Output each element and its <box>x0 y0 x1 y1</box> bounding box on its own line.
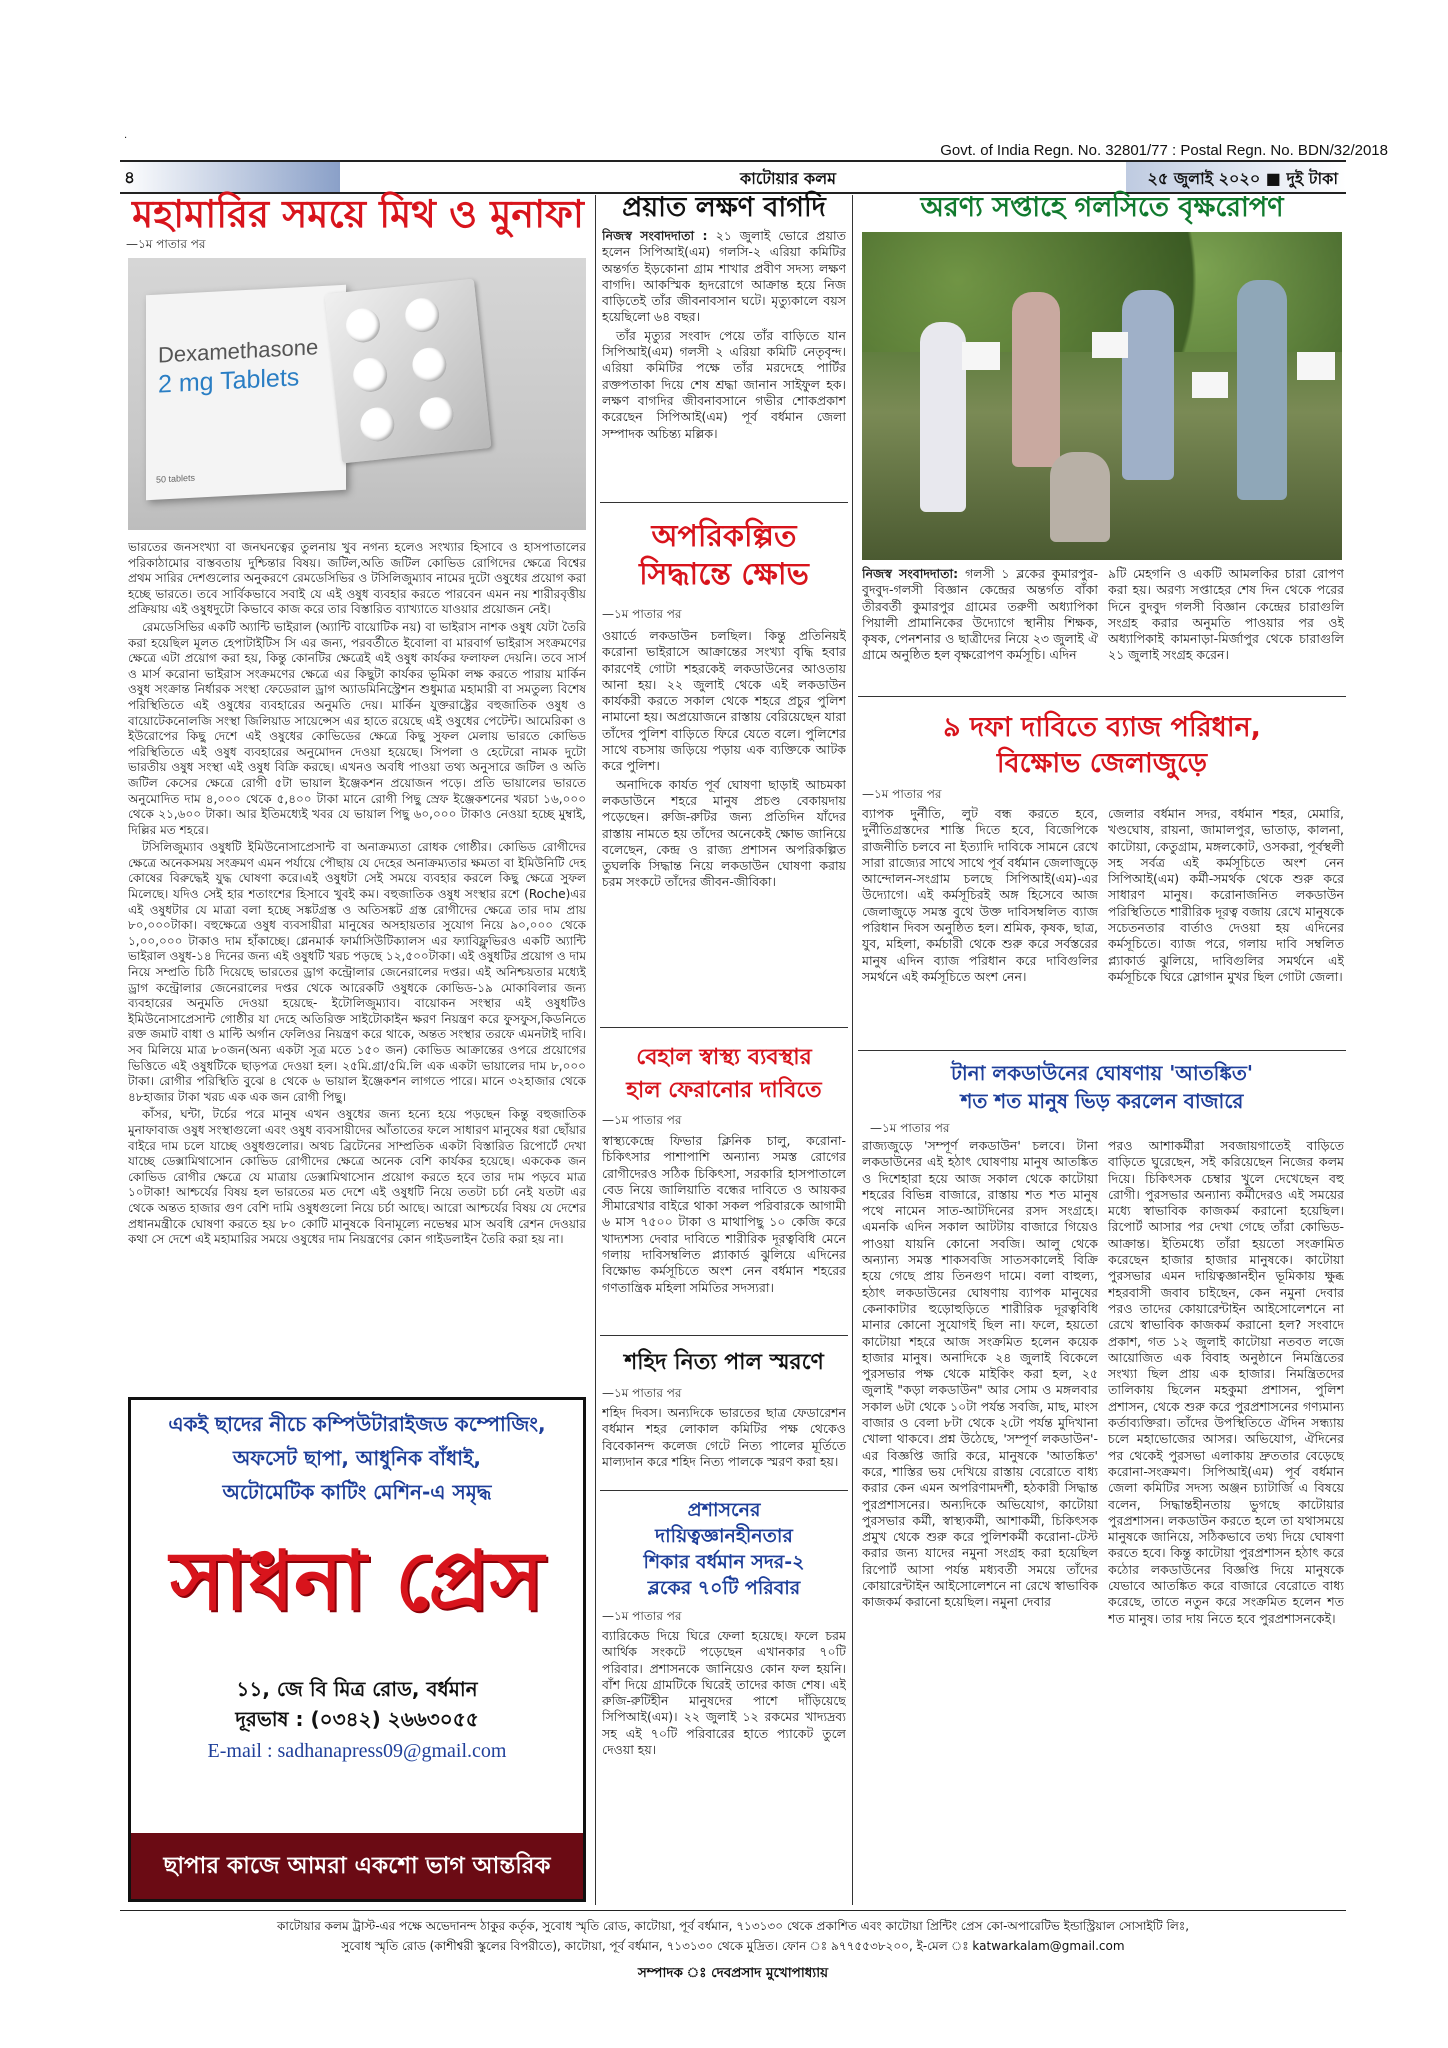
headline-a6-line2: দায়িত্বজ্ঞানহীনতার <box>655 1525 793 1547</box>
headline-a8-line2: বিক্ষোভ জেলাজুড়ে <box>996 748 1208 779</box>
article-a9-col2 <box>1108 1138 1344 1904</box>
headline-a3-line1: অপরিকল্পিত <box>651 519 797 554</box>
ad-address: ১১, জে বি মিত্র রোড, বর্ধমান <box>236 1677 478 1701</box>
pill <box>404 297 441 334</box>
rule-a8-a9 <box>858 1050 1346 1051</box>
headline-a4-line1: বেহাল স্বাস্থ্য ব্যবস্থার <box>636 1045 812 1070</box>
continued-a9: —১ম পাতার পর <box>870 1121 950 1135</box>
blister-pack <box>325 279 492 464</box>
headline-a6-line4: ব্লকের ৭০টি পরিবার <box>647 1577 801 1599</box>
a3-paragraph-1: ওয়ার্ডে লকডাউন চলছিল। কিন্তু প্রতিনিয়ই করোনা ভাইরাসে আক্রান্তের সংখ্যা বৃদ্ধি হবার কারণেই গোটা শহরকেই লকডাউনের আওতায় আনা হয়। ২২ জুলাই থেকে এই লকডাউন কার্যকরী করতে সকাল থেকে শহরে প্রচুর পুলিশ নামানো হয়। অপ্রয়োজনে রাস্তায় বেরিয়েছেন যারা তাঁদের পুলিশ বাড়িতে ফিরে যেতে বলে। পুলিশের সাথে বচসায় জড়িয়ে পড়ায় এক ব্যক্তিকে আটক করে পুলিশ। <box>602 628 846 774</box>
ad-phone: দূরভাষ : (০৩৪২) ২৬৬৩০৫৫ <box>235 1707 479 1731</box>
article-a7-col2 <box>1108 566 1344 694</box>
a7-col1-text <box>862 566 1098 664</box>
article-a5-body <box>602 1405 846 1487</box>
article-a8-col2 <box>1108 806 1344 1046</box>
person <box>1050 452 1110 542</box>
date-price: ২৫ জুলাই ২০২০ ■ দুই টাকা <box>1147 169 1338 188</box>
continued-a3: —১ম পাতার পর <box>602 607 682 621</box>
footer-line-2: সুবোধ স্মৃতি রোড (কাশীশ্বরী স্কুলের বিপরীতে), কাটোয়া, পূর্ব বর্ধমান, ৭১৩১৩০ থেকে মুদ্রিত। ফোন ঃ ৯৭৭৫৫৩৮২০০, ই-মেল ঃ katwarkalam@gmail.com <box>341 1939 1125 1953</box>
box-label-1: Dexamethasone <box>158 334 319 368</box>
article-a3-body <box>602 628 846 1024</box>
pill <box>418 396 455 433</box>
pill <box>411 346 448 383</box>
page-number: ৪ <box>124 168 136 188</box>
paper-sign <box>962 342 1000 370</box>
ad-line-3: অটোমেটিক কাটিং মেশিন-এ সমৃদ্ধ <box>222 1480 492 1504</box>
article-a1-body <box>128 540 586 1392</box>
paper-name: কাটোয়ার কলম <box>740 169 837 188</box>
continued-a5: —১ম পাতার পর <box>602 1386 682 1400</box>
headline-a5: শহিদ নিত্য পাল স্মরণে <box>624 1350 824 1375</box>
footer-line-1: কাটোয়ার কলম ট্রাস্ট-এর পক্ষে অভেদানন্দ ঠাকুর কর্তৃক, সুবোধ স্মৃতি রোড, কাটোয়া, পূর্ব বর্ধমান, ৭১৩১৩০ থেকে প্রকাশিত এবং কাটোয়া প্রিন্টিং প্রেস কো-অপারেটিভ ইন্ডাস্ট্রিয়াল সোসাইটি লিঃ, <box>276 1919 1190 1933</box>
tablet-box <box>146 285 346 500</box>
rule-a7-a8 <box>858 696 1346 697</box>
box-label-2: 2 mg Tablets <box>158 363 300 399</box>
sadhana-press-ad <box>128 1397 586 1902</box>
rule-a2-a3 <box>600 502 848 503</box>
ad-line-1: একই ছাদের নীচে কম্পিউটারাইজড কম্পোজিং, <box>168 1412 546 1436</box>
column-rule-1 <box>595 195 596 1905</box>
a2-paragraph-1-text: ২১ জুলাই ভোরে প্রয়াত হলেন সিপিআই(এম) গলসি-২ এরিয়া কমিটির অন্তর্গত ইড়কোনা গ্রাম শাখার প্রবীণ সদস্য লক্ষণ বাগদি। আকস্মিক হৃদরোগে আক্রান্ত হয়ে নিজ বাড়িতেই তাঁর জীবনাবসান ঘটে। মৃত্যুকালে বয়স হয়েছিলো ৬৪ বছর। <box>602 228 846 325</box>
person <box>920 322 966 512</box>
article-a9-col1 <box>862 1138 1098 1904</box>
rule-footer <box>120 1910 1346 1911</box>
a2-paragraph-2: তাঁর মৃত্যুর সংবাদ পেয়ে তাঁর বাড়িতে যান সিপিআই(এম) গলসী ২ এরিয়া কমিটি নেতৃবৃন্দ। এরিয়া কমিটির পক্ষে তাঁর মরদেহে পার্টির রক্তপতাকা দিয়ে শেষ শ্রদ্ধা জানান সাইফুল হক। লক্ষণ বাগদির জীবনাবসানে গভীর শোকপ্রকাশ করেছেন সিপিআই(এম) পূর্ব বর্ধমান জেলা সম্পাদক অচিন্ত্য মল্লিক। <box>602 327 846 441</box>
a7-col1-body: গলসী ১ ব্লকের কুমারপুর-বুদবুদ-গলসী বিজ্ঞান কেন্দ্রের অন্তর্গত বাঁকা তীরবর্তী কুমারপুর গ্রামের তরুণী অধ্যাপিকা পিয়ালী প্রামানিকের উদ্যোগে স্থানীয় শিক্ষক, কৃষক, পেনশনার ও ছাত্রীদের নিয়ে ২৩ জুলাই ঐ গ্রামে অনুষ্ঠিত হল বৃক্ষরোপণ কর্মসূচি। এদিন <box>862 566 1098 663</box>
article-a6-body <box>602 1628 846 1903</box>
paper-sign <box>1297 352 1335 380</box>
a4-paragraph-1: স্বাস্থ্যকেন্দ্রে ফিভার ক্লিনিক চালু, করোনা-চিকিৎসার পাশাপাশি অন্যান্য সমস্ত রোগের রোগীদেরও সঠিক চিকিৎসা, সরকারি হাসপাতালে বেড নিয়ে জালিয়াতি বন্ধের দাবিতে ও আয়কর সীমারেখার বাইরে থাকা সকল পরিবারকে আগামী ৬ মাস ৭৫০০ টাকা ও মাথাপিছু ১০ কেজি করে খাদ্যশস্য দেবার দাবিতে শারীরিক দূরত্ববিধি মেনে গলায় দাবিসম্বলিত প্ল্যাকার্ড ঝুলিয়ে এদিনের বিক্ষোভ কর্মসূচিতে অংশ নেন বর্ধমান শহরের গণতান্ত্রিক মহিলা সমিতির সদস্যরা। <box>602 1133 846 1295</box>
tree-plantation-photo <box>862 232 1342 560</box>
headline-a7: অরণ্য সপ্তাহে গলসিতে বৃক্ষরোপণ <box>920 192 1284 223</box>
ad-brand: সাধনা প্রেস <box>170 1533 544 1629</box>
a9-col2-text: পরও আশাকর্মীরা সবজায়গাতেই বাড়িতে বাড়িতে ঘুরেছেন, সই করিয়েছেন নিজের কলম দিয়ে। চিকিৎসক চেম্বার খুলে দেখেছেন বহু রোগী। পুরসভার অন্যান্য কর্মীদেরও এই সময়ের মধ্যে স্বাভাবিক কাজকর্ম করানো হয়েছিল। রিপোর্ট আসার পর দেখা গেছে তাঁরা কোভিড-আক্রান্ত। ইতিমধ্যে তাঁরা হয়তো সংক্রামিত করেছেন হাজার হাজার মানুষকে। কাটোয়া পুরসভার এমন দায়িত্বজ্ঞানহীন ভূমিকায় ক্ষুব্ধ শহরবাসী জবাব চাইছেন, কেন নমুনা দেবার পরও তাদের কোয়ারেন্টাইন আইসোলেশনে না রেখে স্বাভাবিক কাজকর্ম করানো হল? সংবাদে প্রকাশ, গত ১২ জুলাই কাটোয়া নতবত লজে আয়োজিত এক বিবাহ অনুষ্ঠানে নিমন্ত্রিতের সংখ্যা ছিল প্রায় এক হাজার। নিমন্ত্রিতদের তালিকায় ছিলেন মহকুমা প্রশাসন, পুলিশ প্রশাসন, থেকে শুরু করে পুরপ্রশাসনের গণ্যমান্য কর্তাব্যক্তিরা। তাঁদের উপস্থিতিতে ঐদিন সন্ধ্যায় চলে মহাভোজের আসর। অভিযোগ, ঐদিনের পর থেকেই পুরসভা এলাকায় দ্রুততার বেড়েছে করোনা-সংক্রমণ। সিপিআই(এম) পূর্ব বর্ধমান জেলা কমিটির সদস্য অঞ্জন চ্যাটার্জি এ বিষয়ে বলেন, সিদ্ধান্তহীনতায় ভুগছে কাটোয়ার পুরপ্রশাসন। লকডাউন করতে হলে তা যথাসময়ে মানুষকে জানিয়ে, সঠিকভাবে তথ্য দিয়ে ঘোষণা করতে হবে। কিন্তু কাটোয়া পুরপ্রশাসন হঠাৎ করে কঠোর লকডাউনের বিজ্ঞপ্তি দিয়ে মানুষকে যেভাবে আতঙ্কিত করে বাজারে বেরোতে বাধ্য করেছে, তাতে নতুন করে সংক্রমিত হলেন শত শত মানুষ। তার দায় নিতে হবে পুরপ্রশাসনকেই। <box>1108 1138 1344 1626</box>
dexamethasone-photo <box>128 258 586 530</box>
headline-a9-line2: শত শত মানুষ ভিড় করলেন বাজারে <box>960 1089 1244 1113</box>
registration-number: Govt. of India Regn. No. 32801/77 : Postal Regn. No. BDN/32/2018 <box>940 142 1388 159</box>
headline-a6-line1: প্রশাসনের <box>687 1499 761 1521</box>
person <box>1122 290 1174 480</box>
ad-banner: ছাপার কাজে আমরা একশো ভাগ আন্তরিক <box>131 1833 583 1899</box>
rule-a5-a6 <box>600 1490 848 1491</box>
continued-a8: —১ম পাতার পর <box>862 787 942 801</box>
pill <box>352 356 389 393</box>
a8-col1-text: ব্যাপক দুর্নীতি, লুট বন্ধ করতে হবে, দুর্নীতিগ্রস্তদের শাস্তি দিতে হবে, বিজেপিকে রাজনীতি চলবে না ইত্যাদি দাবিকে সামনে রেখে সারা রাজ্যের সাথে সাথে পূর্ব বর্ধমান জেলাজুড়ে আন্দোলন-সংগ্রাম চলছে সিপিআই(এম)-এর উদ্যোগে। এই কর্মসূচিরই অঙ্গ হিসেবে আজ জেলাজুড়ে সমস্ত বুথে উক্ত দাবিসম্বলিত ব্যাজ পরিধান দিবস অনুষ্ঠিত হল। শ্রমিক, কৃষক, ছাত্র, যুব, মহিলা, কর্মচারী থেকে শুরু করে সর্বস্তরের মানুষ এদিন ব্যাজ পরিধান করে দাবিগুলির সমর্থনে এই কর্মসূচিতে অংশ নেন। <box>862 806 1098 984</box>
a3-paragraph-2: অনাদিকে কার্যত পূর্ব ঘোষণা ছাড়াই আচমকা লকডাউনে শহরে মানুষ প্রচণ্ড বেকায়দায় পড়েছেন। রুজি-রুটির জন্য প্রতিদিন যাঁদের রাস্তায় নামতে হয় তাঁদের অনেকেই ক্ষোভ জানিয়ে বলেছেন, কেন্দ্র ও রাজ্য প্রশাসন অপরিকল্পিত তুঘলকি সিদ্ধান্ত নিয়ে লকডাউন ঘোষণা করায় চরম সংকটে তাঁদের জীবন-জীবিকা। <box>602 776 846 890</box>
a1-paragraph-2: রেমডেসিভির একটি অ্যান্টি ভাইরাল (অ্যান্টি বায়োটিক নয়) বা ভাইরাস নাশক ওষুধ যেটা তৈরি করা হয়েছিল মূলত হেপাটাইটিস সি এর জন্য, পরবর্তীতে ইবোলা বা মারবার্গ ভাইরাস সংক্রমণের ক্ষেত্রে এটা প্রয়োগ করা হয়, কিন্তু কোনটির ক্ষেত্রেই এই ওষুধ কার্যকর ফলাফল দেয়নি। তবে সার্স ও মার্স করোনা ভাইরাস সংক্রমণের ক্ষেত্রে এর কিছুটা কার্যকর ভূমিকা লক্ষ করতে পারায় মার্কিন ওষুধ সংক্রান্ত নির্ধারক সংস্থা ফেডেরাল ড্রাগ অ্যাডমিনিস্ট্রেশন শুধুমাত্র মহামারী বা সমতুল্য বিশেষ পরিস্থিতিতে এই ওষুধের ব্যবহারের অনুমতি দেয়। মার্কিন যুক্তরাষ্ট্রের বহুজাতিক ওষুধ ও বায়োটেকনোলজি সংস্থা জিলিয়াড সায়েন্সেস এর হাতে রয়েছে এই ওষুধের পেটেন্ট। আমেরিকা ও ইউরোপের কিছু দেশে এই ওষুধের কোভিডের ক্ষেত্রে কিছু সুফল মেলায় ভারতে কোভিড পরিস্থিতিতে এই ওষুধ ব্যবহারের অনুমোদন দেওয়া হয়েছে। সিপলা ও হেটেরো নামক দুটো ভারতীয় ওষুধ সংস্থা এই ওষুধ বিক্রি করছে। এখনও অবধি পাওয়া তথ্য অনুসারে জটিল ও অতি জটিল কেসের ক্ষেত্রে রোগী ৫টা ভায়াল ইঞ্জেকশন প্রয়োজন পড়ে। প্রতি ভায়ালের ভারতে অনুমোদিত দাম ৪,০০০ থেকে ৫,৪০০ টাকা মানে রোগী পিছু স্রেফ ইঞ্জেকশনের খরচা ১৬,০০০ থেকে ২১,৬০০ টাকা। আর ইতিমধ্যেই খবর যে ভায়াল পিছু ৬০,০০০ টাকাও নেওয়া হচ্ছে মুম্বাই, দিল্লির মত শহরে। <box>128 619 586 837</box>
person <box>1237 280 1287 500</box>
a7-dateline: নিজস্ব সংবাদদাতা: <box>862 566 959 581</box>
continued-a4: —১ম পাতার পর <box>602 1113 682 1127</box>
article-a4-body <box>602 1133 846 1333</box>
a8-col2-text: জেলার বর্ধমান সদর, বর্ধমান শহর, মেমারি, খণ্ডঘোষ, রায়না, জামালপুর, ভাতাড়, কালনা, কাটোয়া, কেতুগ্রাম, মঙ্গলকোট, ওসকরা, পূর্বস্থলী সহ সর্বত্র এই কর্মসূচিতে অংশ নেন সিপিআই(এম) কর্মী-সমর্থক থেকে শুরু করে সাধারণ মানুষ। করোনাজনিত লকডাউন পরিস্থিতিতে শারীরিক দূরত্ব বজায় রেখে মানুষকে সচেতনতার বার্তাও দেওয়া হয় এদিনের কর্মসূচিতে। ব্যাজ পরে, গলায় দাবি সম্বলিত প্ল্যাকার্ড ঝুলিয়ে, দাবিগুলির সমর্থনে এই কর্মসূচিকে ঘিরে স্লোগান মুখর ছিল গোটা জেলা। <box>1108 806 1344 984</box>
masthead-bar <box>120 160 1346 194</box>
headline-a8-line1: ৯ দফা দাবিতে ব্যাজ পরিধান, <box>943 712 1261 743</box>
a5-paragraph-1: শহিদ দিবস। অন্যদিকে ভারতের ছাত্র ফেডারেশন বর্ধমান শহর লোকাল কমিটির পক্ষ থেকেও বিবেকানন্দ কলেজ গেটে নিত্য পালের মূর্তিতে মাল্যদান করে শহিদ নিত্য পালকে স্মরণ করা হয়। <box>602 1405 846 1469</box>
pill <box>344 307 381 344</box>
a2-dateline: নিজস্ব সংবাদদাতা : <box>602 228 708 243</box>
pill <box>359 406 396 443</box>
article-a7-col1 <box>862 566 1098 694</box>
a2-paragraph-1 <box>602 228 846 326</box>
footer-editor: সম্পাদক ঃ দেবপ্রসাদ মুখোপাধ্যায় <box>637 1965 829 1981</box>
continued-a1: —১ম পাতার পর <box>126 237 206 251</box>
masthead-gradient-left <box>120 162 340 192</box>
continued-a6: —১ম পাতার পর <box>602 1609 682 1623</box>
ad-line-2: অফসেট ছাপা, আধুনিক বাঁধাই, <box>233 1446 481 1470</box>
article-a8-col1 <box>862 806 1098 1046</box>
top-dot: . <box>124 130 128 141</box>
rule-a4-a5 <box>600 1335 848 1336</box>
a7-col2-text: ৯টি মেহগনি ও একটি আমলকির চারা রোপণ করা হয়। অরণ্য সপ্তাহের শেষ দিন থেকে পরের দিনে বুদবুদ গলসী বিজ্ঞান কেন্দ্রের চারাগুলি সংগ্রহ করার অনুমতি পাওয়ার পর ওই অধ্যাপিকাই কামনাড়া-মির্জাপুর থেকে চারাগুলি ২১ জুলাই সংগ্রহ করেন। <box>1108 566 1344 663</box>
a1-paragraph-1: ভারতের জনসংখ্যা বা জনঘনত্বের তুলনায় খুব নগন্য হলেও সংখ্যার হিসাবে ও হাসপাতালের পরিকাঠামোর বাস্তবতায় দুশ্চিন্তার বিষয়। জটিল,অতি জটিল কোভিড রোগিদের ক্ষেত্রে বিশ্বের প্রথম সারির দেশগুলোর অনুকরণে রেমডেসিভির ও টসিলিজুম্যাব নামের দুটো ওষুধের প্রয়োগ করা হচ্ছে ভারতে। তবে সার্বিকভাবে সবাই যে এই ওষুধ ব্যবহার করতে পারবেন এমন নয় শারীরবৃত্তীয় প্রক্রিয়ায় এই ওষুধদুটো কিভাবে কাজ করে তার বিস্তারিত ব্যাখ্যাতে যাওয়ার প্রয়োজন নেই। <box>128 540 586 617</box>
a1-paragraph-4: কাঁসর, ঘন্টা, টর্চের পরে মানুষ এখন ওষুধের জন্য হন্যে হয়ে পড়ছেন কিন্তু বহুজাতিক মুনাফাবাজ ওষুধ সংস্থাগুলো এবং ওষুধ ব্যবসায়ীদের আঁতাতের ফলে সাধারণ মানুষের ধরা ছোঁয়ার বাইরে দাম চলে যাচ্ছে ওষুধগুলোর। অথচ ব্রিটেনের সাম্প্রতিক একটা বিস্তারিত রিপোর্টে দেখা যাচ্ছে ডেক্সামিথাসোন কোভিড রোগীদের ক্ষেত্রে অনেক বেশি কার্যকর হয়েছে। এককেক জন কোভিড রোগীর ক্ষেত্রে যে মাত্রায় ডেক্সামিথাসোন প্রয়োগ করতে হবে তার দাম পড়বে মাত্র ১০টাকা! আশ্চর্যের বিষয় হল ভারতের মত দেশে এই ওষুধটি নিয়ে ততটা চর্চা নেই যতটা এর থেকে অন্তত হাজার গুণ বেশি দামি ওষুধগুলো নিয়ে চর্চা আছে। আরো আশ্চর্যের বিষয় যে দেশের প্রধানমন্ত্রীকে ঘোষণা করতে হয় ৮০ কোটি মানুষকে বিনামূল্যে নভেম্বর মাস অবধি রেশন দেওয়ার কথা সে দেশে এই মহামারির সময়ে ওষুধের দাম নিয়ন্ত্রণের কোন গাইডলাইন তৈরি করা হয় না। <box>128 1107 586 1247</box>
headline-a9-line1: টানা লকডাউনের ঘোষণায় 'আতঙ্কিত' <box>950 1061 1254 1085</box>
a1-paragraph-3: টসিলিজুম্যাব ওষুধটি ইমিউনোসাপ্রেসান্ট বা অনাক্রম্যতা রোধক গোষ্ঠীর। কোভিড রোগীদের ক্ষেত্রে অনেকসময় সংক্রমণ এমন পর্যায়ে পৌছায় যে দেহের অনাক্রম্যতার ক্ষমতা বা ইমিউনিটি দেহ কোষের বিরুদ্ধেই যুদ্ধ ঘোষণা করে।এই ওষুধটা সেই সময়ে ব্যবহার করলে কিছু ক্ষেত্রে সুফল মিলেছে। যদিও সেই হার শতাংশের হিসাবে খুবই কম। বহুজাতিক ওষুধ সংস্থার রশে (Roche)এর এই ওষুধটার যে মাত্রা বলা হচ্ছে সঙ্কটগ্রস্ত ও অতিসঙ্কট গ্রস্ত রোগীদের ক্ষেত্রে তার দাম প্রায় ৮০,০০০টাকা। বহুক্ষেত্রে ওষুধ ব্যবসায়ীরা মানুষের অসহায়তার সুযোগ নিয়ে ৯০,০০০ থেকে ১,০০,০০০ টাকাও দাম হাঁকাচ্ছে। গ্লেনমার্ক ফার্মাসিউটিক্যালস এর ফ্যাবিফ্লুভিরও একটি অ্যান্টি ভাইরাল ওষুধ-১৪ দিনের জন্য এই ওষুধটি খরচ পড়ছে ১২,৫০০টাকা। এই ওষুধটির প্রয়োগ ও দাম নিয়ে সম্প্রতি চিঠি দিয়েছে ভারতের ড্রাগ কন্ট্রোলার জেনেরালের দপ্তর। এই অনিশ্চয়তার মধ্যেই ড্রাগ কন্ট্রোলার জেনেরালের দপ্তর থেকে আরেকটি ওষুধকে কোভিড-১৯ মোকাবিলার জন্য ব্যবহারের অনুমতি দেওয়া হয়েছে- ইটোলিজুম্যাব। বায়োকন সংস্থার এই ওষুধটিও ইমিউনোসাপ্রেসান্ট গোষ্ঠীর যা দেহে অতিরিক্ত সাইটোকাইন ক্ষরণ নিয়ন্ত্রণ করে ফুসফুস,কিডনিতে রক্ত জমাট বাধা ও মাল্টি অর্গান ফেলিওর নিয়ন্ত্রণ করে থাকে, অন্তত সংস্থার তরফে এমনটাই দাবি। সব মিলিয়ে মাত্র ৮০জন(অন্য একটা সূত্র মতে ১৫০ জন) কোভিড আক্রান্তের ওপরে প্রয়োগের ভিত্তিতে এই ওষুধটিকে ছাড়পত্র দেওয়া হল। ২৫মি.গ্রা/৫মি.লি এক একটা ভায়ালের দাম ৮,০০০ টাকা। রোগীর পরিস্থিতি বুঝে ৪ থেকে ৬ ভায়াল ইঞ্জেকশন লাগতে পারে। মানে ৩২হাজার থেকে ৪৮হাজার টাকা খরচ এক এক জন রোগী পিছু। <box>128 840 586 1104</box>
headline-a2: প্রয়াত লক্ষণ বাগদি <box>622 192 826 223</box>
a6-paragraph-1: ব্যারিকেড দিয়ে ঘিরে ফেলা হয়েছে। ফলে চরম আর্থিক সংকটে পড়েছেন এখানকার ৭০টি পরিবার। প্রশাসনকে জানিয়েও কোন ফল হয়নি। বাঁশ দিয়ে গ্রামটিকে ঘিরেই তাদের কাজ শেষ। এই রুজি-রুটিহীন মানুষদের পাশে দাঁড়িয়েছে সিপিআই(এম)। ২২ জুলাই ১২ রকমের খাদ্যদ্রব্য সহ এই ৭০টি পরিবারের হাতে প্যাকেট তুলে দেওয়া হয়। <box>602 1628 846 1758</box>
person <box>1012 292 1060 467</box>
box-label-3: 50 tablets <box>156 472 196 485</box>
column-rule-2 <box>852 195 853 1905</box>
headline-a4-line2: হাল ফেরানোর দাবিতে <box>626 1078 822 1103</box>
headline-a3-line2: সিদ্ধান্তে ক্ষোভ <box>639 557 809 592</box>
article-a2-body <box>602 228 846 500</box>
headline-a1: মহামারির সময়ে মিথ ও মুনাফা <box>132 191 584 236</box>
paper-sign <box>1092 332 1128 358</box>
paper-sign <box>1192 372 1228 398</box>
a9-col1-text: রাজ্যজুড়ে 'সম্পূর্ণ লকডাউন' চলবে। টানা লকডাউনের এই হঠাৎ ঘোষণায় মানুষ আতঙ্কিত ও দিশেহারা হয়ে আজ সকাল থেকে কাটোয়া শহরের বিভিন্ন বাজারে, রাস্তায় শত শত মানুষ পথে নামেন সাত-আটদিনের রসদ সংগ্রহে। এমনকি এদিন সকাল আটটায় বাজারে গিয়েও পাওয়া যায়নি কোনো সবজি। আলু থেকে অন্যান্য সমস্ত শাকসবজি সাতসকালেই বিক্রি হয়ে গেছে প্রায় তিনগুণ দামে। বলা বাহুল্য, হঠাৎ লকডাউনের ঘোষণায় ব্যাপক মানুষের কেনাকাটার হুড়োহুড়িতে শারীরিক দূরত্ববিধি মানার কোনো সুযোগই ছিল না। ফলে, হয়তো কাটোয়া শহরে আজ সংক্রমিত হলেন কয়েক হাজার মানুষ। অনাদিকে ২৪ জুলাই বিকেলে পুরসভার পক্ষ থেকে মাইকিং করা হল, ২৫ জুলাই "কড়া লকডাউন" আর সোম ও মঙ্গলবার সকাল ৬টা থেকে ১০টা পর্যন্ত সবজি, মাছ, মাংস বাজার ও বেলা ৮টা থেকে ২টো পর্যন্ত মুদিখানা খোলা থাকবে। প্রশ্ন উঠেছে, 'সম্পূর্ণ লকডাউন'-এর বিজ্ঞপ্তি জারি করে, মানুষকে 'আতঙ্কিত' করে, শাস্তির ভয় দেখিয়ে রাস্তায় বেরোতে বাধ্য করার কেন এমন অপরিণামদর্শী, হঠকারী সিদ্ধান্ত পুরপ্রশাসনের। অন্যদিকে অভিযোগ, কাটোয়া পুরসভার কর্মী, স্বাস্থ্যকর্মী, আশাকর্মী, চিকিৎসক প্রমুখ থেকে শুরু করে পুলিশকর্মী করোনা-টেস্ট করার জন্য যাদের নমুনা সংগ্রহ করা হয়েছিল রিপোর্ট আসা পর্যন্ত মধ্যবর্তী সময়ে তাঁদের কোয়ারেন্টাইন আইসোলেশনে না রেখে স্বাভাবিক কাজকর্ম করানো হয়েছিল। নমুনা দেবার <box>862 1138 1098 1610</box>
headline-a6-line3: শিকার বর্ধমান সদর-২ <box>643 1551 805 1573</box>
ad-email: E-mail : sadhanapress09@gmail.com <box>207 1740 507 1762</box>
rule-a3-a4 <box>600 1027 848 1028</box>
